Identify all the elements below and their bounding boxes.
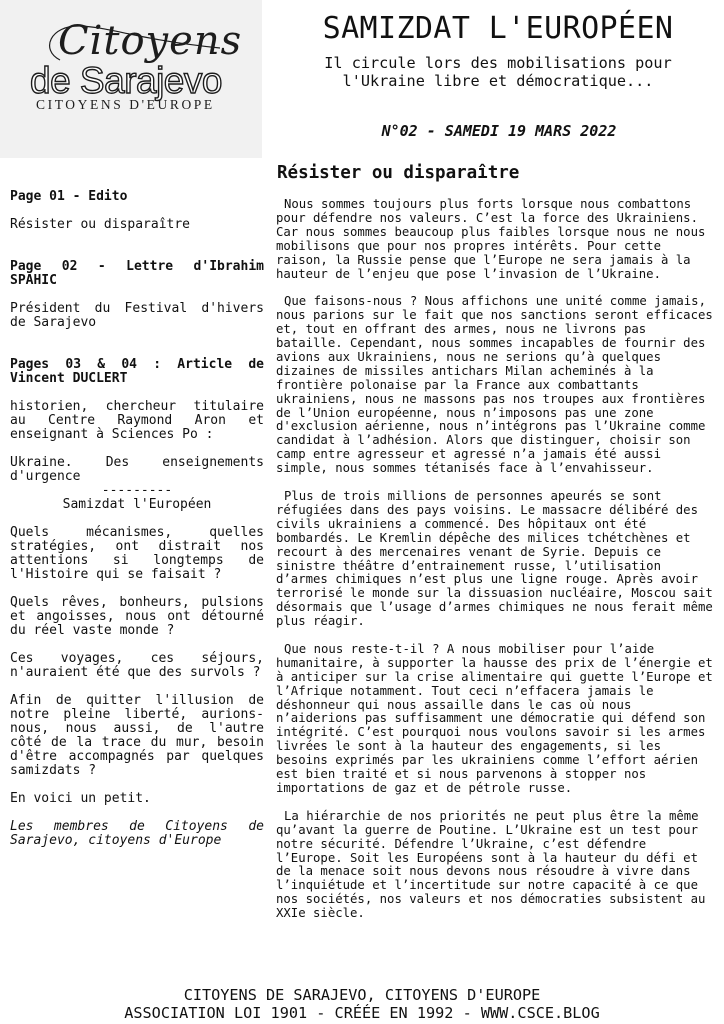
sidebar-paragraph: Ces voyages, ces séjours, n'auraient été que des survols ? xyxy=(10,651,264,680)
article-paragraph: Que faisons-nous ? Nous affichons une unité comme jamais, nous parions sur le fait que nos sanctions seront efficaces et, tout en offrant des armes, nous ne livrons pas bataille. Cependant, nous sommes incapables de fournir des avions aux Ukrainiens, nous ne serions qu’à quelques dizaines de missiles antichars Milan acheminés à la frontière polonaise par la France aux combattants ukrainiens, nous ne massons pas nos troupes aux frontières de l’Union européenne, nous n’imposons pas une zone d'exclusion aérienne, nous n’intégrons pas l’Ukraine comme candidat à l’adhésion. Alors que distinguer, choisir son camp entre agresseur et agressé n’a jamais été aussi simple, nous sommes tétanisés face à l’envahisseur. xyxy=(276,294,713,476)
sidebar-paragraph: Quels rêves, bonheurs, pulsions et angoisses, nous ont détourné du réel vaste monde ? xyxy=(10,595,264,638)
signature: Les membres de Citoyens de Sarajevo, citoyens d'Europe xyxy=(10,819,264,848)
article-paragraph: La hiérarchie de nos priorités ne peut plus être la même qu’avant la guerre de Poutine. L’Ukraine est un test pour notre sécurité. Défendre l’Ukraine, c’est défendre l’Europe. Soit les Européens sont à la hauteur du défi et de la menace soit nous devons nous résoudre à vivre dans l’inquiétude et l’incertitude sur notre capacité à ce que nos sociétés, nos valeurs et nos démocraties subsistent au XXIe siècle. xyxy=(276,808,706,921)
sidebar-paragraph: Quels mécanismes, quelles stratégies, ont distrait nos attentions si longtemps de l'Histoire qui se faisait ? xyxy=(10,525,264,582)
article-body xyxy=(276,198,718,935)
footer-line-2: ASSOCIATION LOI 1901 - CRÉÉE EN 1992 - WWW.CSCE.BLOG xyxy=(124,1004,600,1022)
toc-heading-2: Page 02 - Lettre d'Ibrahim SPAHIC xyxy=(10,259,264,288)
toc-heading-1: Page 01 - Edito xyxy=(10,189,128,204)
logo-script-text: Citoyens xyxy=(58,18,243,64)
article-paragraph: Plus de trois millions de personnes apeurés se sont réfugiées dans des pays voisins. Le massacre délibéré des civils ukrainiens a commencé. Des hôpitaux ont été bombardés. Le Kremlin dépêche des milices tchétchènes et recourt à des mercenaires venant de Syrie. Depuis ce sinistre théâtre d’entrainement russe, l’utilisation d’armes chimiques n’est plus une ligne rouge. Après avoir terrorisé le monde sur la dissuasion nucléaire, Moscou sait désormais que l’usage d’armes chimiques ne nous ferait même plus réagir. xyxy=(276,489,713,629)
toc-text-3b: Ukraine. Des enseignements d'urgence xyxy=(10,455,264,484)
sidebar-paragraph: Afin de quitter l'illusion de notre pleine liberté, aurions-nous, nous aussi, de l'autre côté de la trace du mur, besoin d'être accompagnés par quelques samizdats ? xyxy=(10,693,264,778)
separator: --------- xyxy=(101,483,173,498)
logo-main-text: de Sarajevo xyxy=(30,60,222,101)
subtitle-line-1: Il circule lors des mobilisations pour xyxy=(324,54,672,72)
newsletter-title: SAMIZDAT L'EUROPÉEN xyxy=(322,11,674,46)
issue-date: N°02 - SAMEDI 19 MARS 2022 xyxy=(381,122,617,140)
footer-line-1: CITOYENS DE SARAJEVO, CITOYENS D'EUROPE xyxy=(183,986,541,1004)
toc-text-2: Président du Festival d'hivers de Sarajevo xyxy=(10,301,264,330)
subtitle-line-2: l'Ukraine libre et démocratique... xyxy=(342,72,654,90)
sidebar-paragraph: En voici un petit. xyxy=(10,791,151,806)
footer xyxy=(0,986,724,1022)
sidebar xyxy=(10,190,264,848)
logo-subtitle: CITOYENS D'EUROPE xyxy=(36,97,215,112)
association-logo xyxy=(0,0,262,158)
toc-heading-3: Pages 03 & 04 : Article de Vincent DUCLERT xyxy=(10,357,264,386)
article-paragraph: Que nous reste-t-il ? A nous mobiliser pour l’aide humanitaire, à supporter la hausse des prix de l’énergie et à anticiper sur la crise alimentaire qui guette l’Europe et l’Afrique notamment. Tout ceci n’effacera jamais le déshonneur qui nous assaille dans le cas où nous n’aiderions pas suffisamment une démocratie qui défend son intégrité. C’est pourquoi nous voulons savoir si les armes livrées le sont à la hauteur des engagements, si les besoins exprimés par les ukrainiens comme l’effort aérien est bien traité et si nous parvenons à stopper nos importations de gaz et de pétrole russe. xyxy=(276,641,713,796)
article-paragraph: Nous sommes toujours plus forts lorsque nous combattons pour défendre nos valeurs. C’est la force des Ukrainiens. Car nous sommes beaucoup plus faibles lorsque nous ne nous mobilisons que pour nos propres intérêts. Pour cette raison, la Russie pense que l’Europe ne sera jamais à la hauteur de l’enjeu que pose l’invasion de l’Ukraine. xyxy=(276,197,706,281)
sidebar-section-title: Samizdat l'Européen xyxy=(62,497,212,512)
toc-text-1: Résister ou disparaître xyxy=(10,217,191,232)
newsletter-subtitle xyxy=(278,54,718,90)
article-title: Résister ou disparaître xyxy=(277,163,520,183)
toc-text-3: historien, chercheur titulaire au Centre Raymond Aron et enseignant à Sciences Po : xyxy=(10,399,264,442)
